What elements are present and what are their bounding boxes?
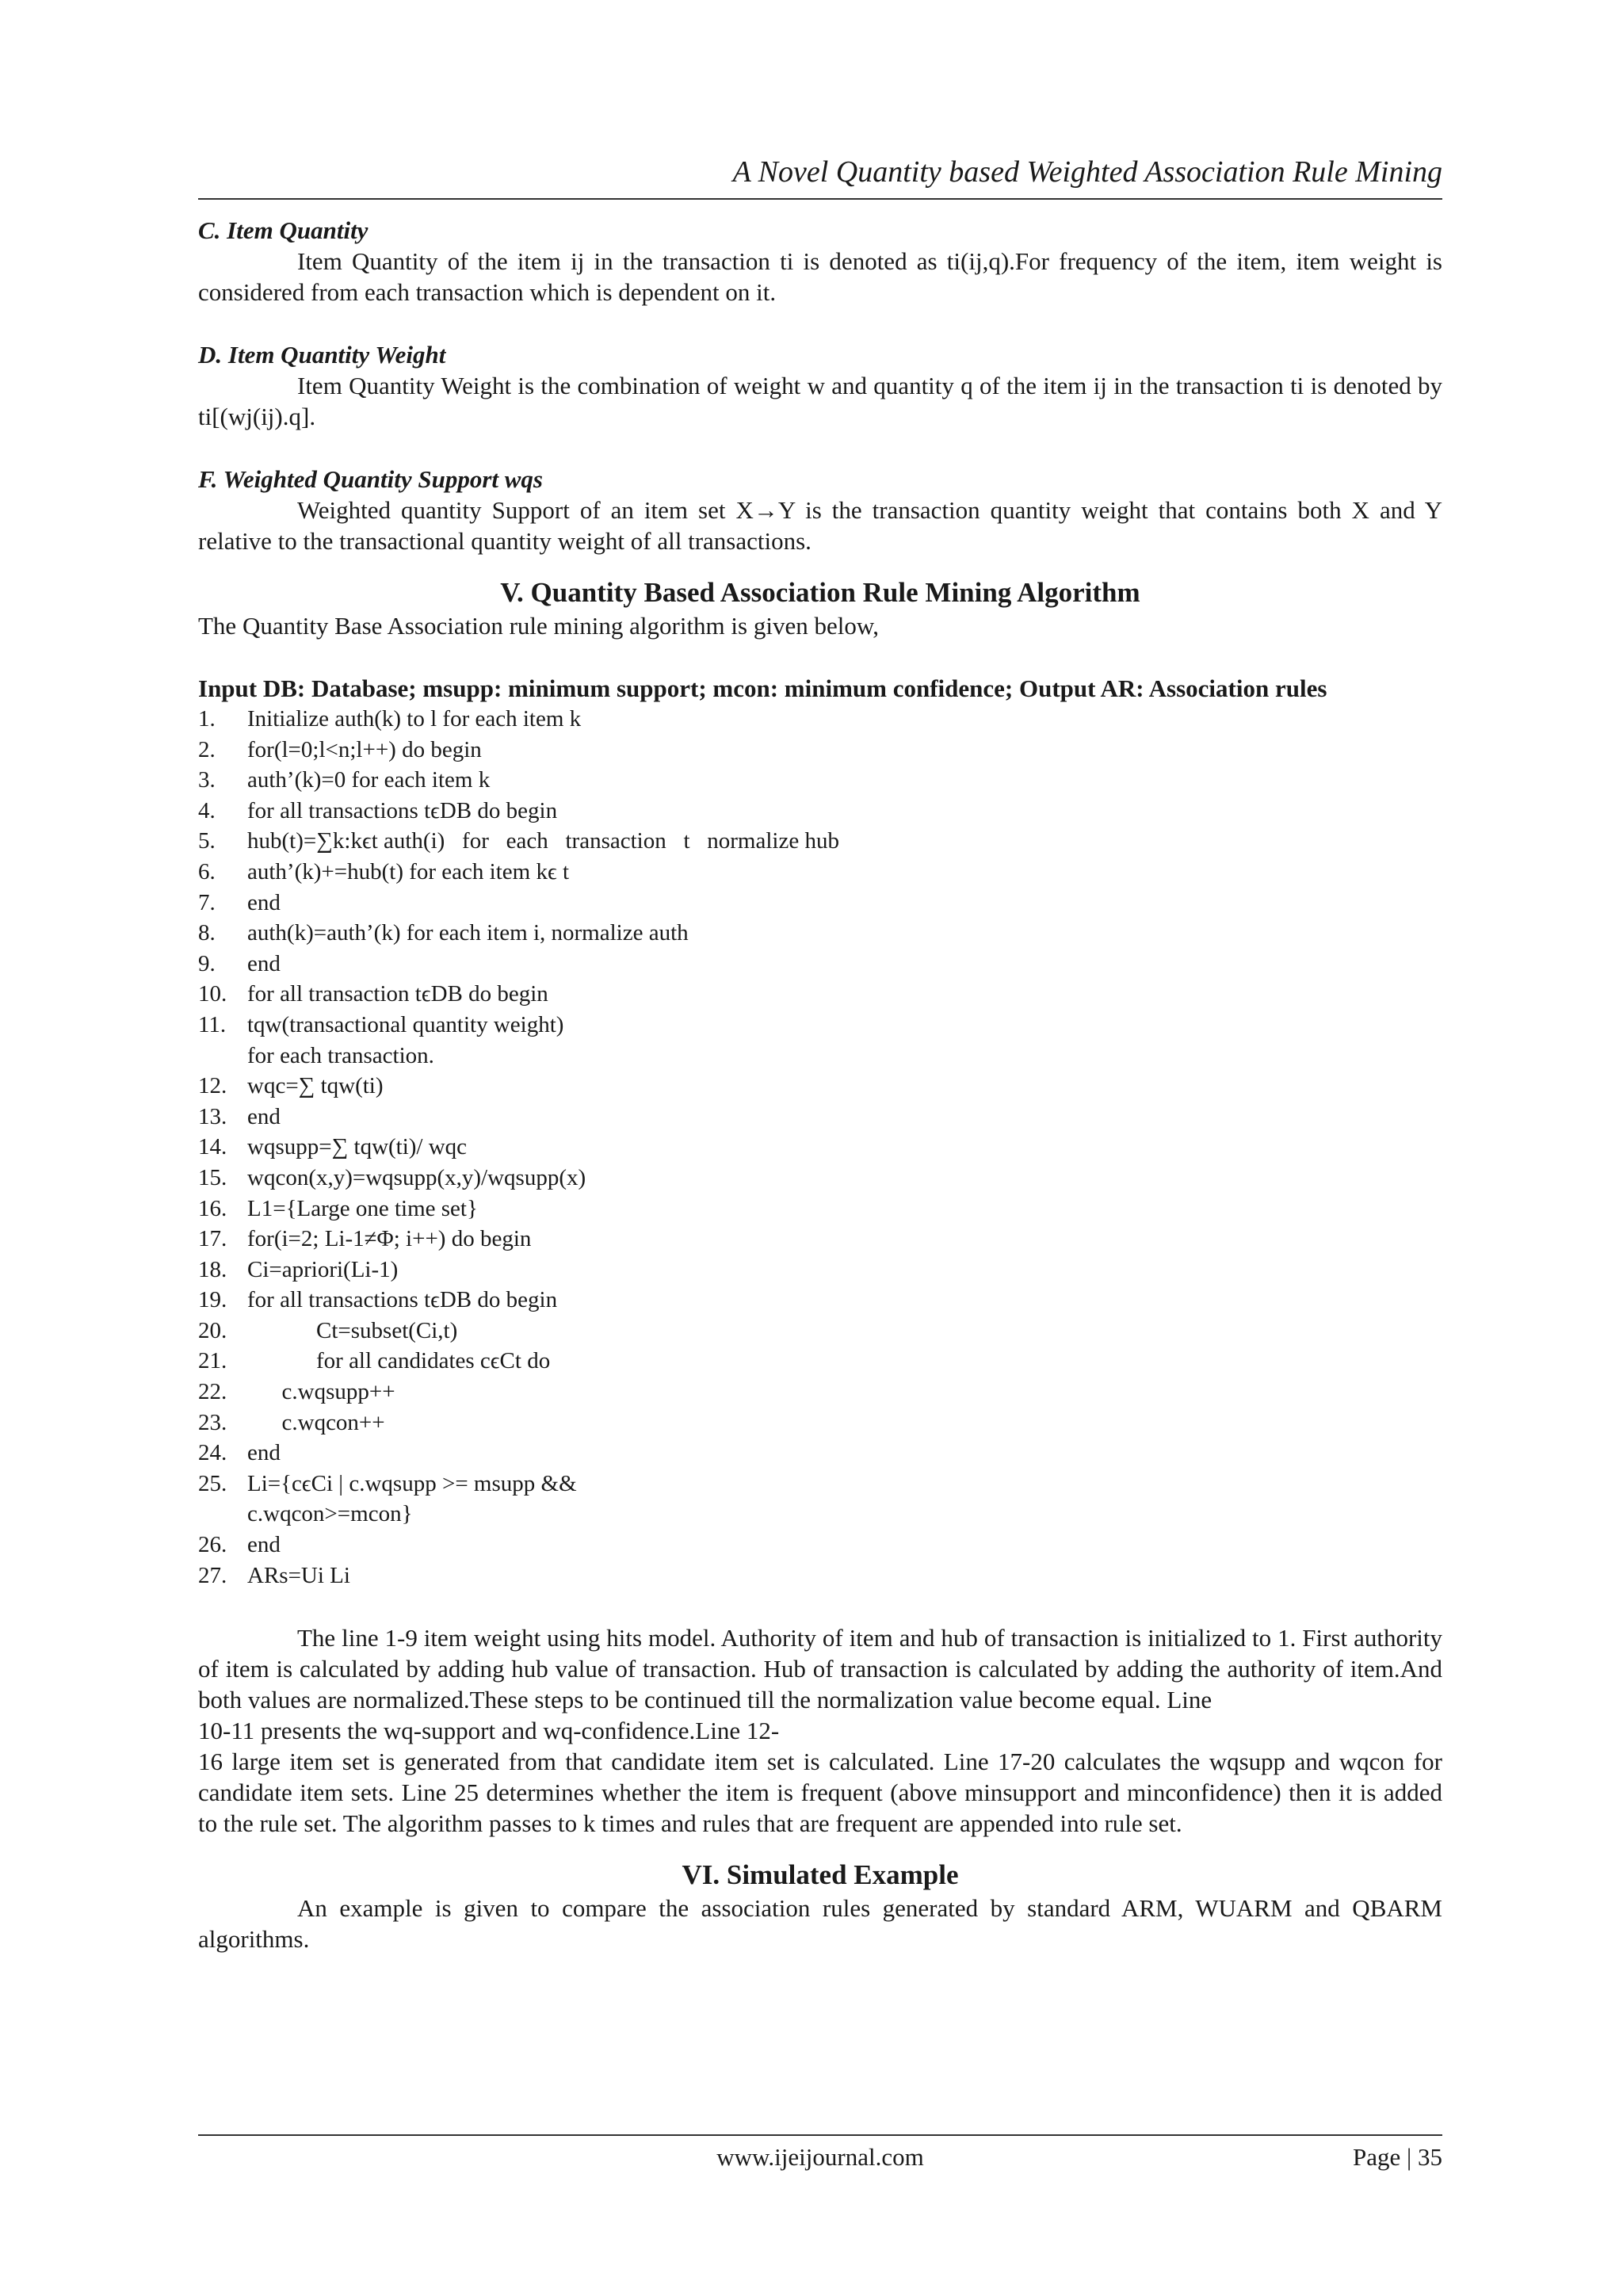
line-number: 7. xyxy=(198,889,216,915)
section-heading: F. Weighted Quantity Support wqs xyxy=(198,465,543,493)
line-number: 20. xyxy=(198,1317,227,1343)
algorithm-line xyxy=(198,1041,1442,1072)
algorithm-line xyxy=(198,1071,1442,1102)
paragraph: Item Quantity of the item ij in the transaction ti is denoted as ti(ij,q).For frequency of the item, item weight is considered from each transaction which is dependent on it. xyxy=(198,247,1442,306)
line-code: for(i=2; Li-1≠Φ; i++) do begin xyxy=(247,1226,532,1252)
section-title: VI. Simulated Example xyxy=(682,1859,959,1891)
algorithm-line xyxy=(198,1499,1442,1530)
algorithm-line xyxy=(198,1102,1442,1133)
line-code: for all candidates cϵCt do xyxy=(247,1348,551,1374)
line-number: 22. xyxy=(198,1379,227,1405)
algorithm-line xyxy=(198,1316,1442,1347)
paragraph: 16 large item set is generated from that candidate item set is calculated. Line 17-20 calculates the wqsupp and wqcon for candidate item sets. Line 25 determines whether the item is frequent (above minsupport and minconfidence) then it is added to the rule set. The algorithm passes to k times and rules that are frequent are appended into rule set. xyxy=(198,1748,1442,1838)
journal-url: www.ijeijournal.com xyxy=(716,2143,924,2171)
algorithm-line xyxy=(198,1530,1442,1561)
line-number: 1. xyxy=(198,706,216,732)
page-number: Page | 35 xyxy=(1353,2143,1442,2171)
line-code: wqcon(x,y)=wqsupp(x,y)/wqsupp(x) xyxy=(247,1164,586,1190)
line-code: end xyxy=(247,1440,281,1466)
algorithm-line xyxy=(198,1469,1442,1499)
algorithm-line xyxy=(198,1408,1442,1438)
algorithm-line xyxy=(198,1346,1442,1377)
line-code: for each transaction. xyxy=(247,1042,434,1068)
line-code: Li={cϵCi | c.wqsupp >= msupp && xyxy=(247,1470,577,1496)
line-number xyxy=(198,1499,247,1530)
line-number: 11. xyxy=(198,1011,227,1037)
line-number: 19. xyxy=(198,1287,227,1313)
line-code: end xyxy=(247,950,281,976)
line-number: 25. xyxy=(198,1470,227,1496)
paper-page xyxy=(198,0,1442,2296)
algorithm-line xyxy=(198,1561,1442,1591)
algorithm-line xyxy=(198,1285,1442,1316)
line-code: for all transactions tϵDB do begin xyxy=(247,1287,558,1313)
line-code: c.wqcon>=mcon} xyxy=(247,1501,413,1527)
algorithm-line xyxy=(198,918,1442,949)
algorithm-line xyxy=(198,888,1442,919)
line-code: for all transactions tϵDB do begin xyxy=(247,797,558,823)
algorithm-line xyxy=(198,1224,1442,1255)
algorithm-line xyxy=(198,796,1442,827)
algorithm-line xyxy=(198,765,1442,796)
line-number: 10. xyxy=(198,981,227,1007)
line-number: 17. xyxy=(198,1226,227,1252)
line-number: 16. xyxy=(198,1195,227,1221)
page-body xyxy=(198,215,1442,1954)
section-heading: D. Item Quantity Weight xyxy=(198,341,446,369)
line-number: 26. xyxy=(198,1532,227,1558)
line-number: 12. xyxy=(198,1073,227,1099)
line-code: end xyxy=(247,1103,281,1129)
line-code: c.wqcon++ xyxy=(247,1409,385,1435)
line-code: wqc=∑ tqw(ti) xyxy=(247,1073,384,1099)
running-header: A Novel Quantity based Weighted Association Rule Mining xyxy=(732,155,1442,189)
section-heading: C. Item Quantity xyxy=(198,216,369,244)
algorithm-line xyxy=(198,704,1442,735)
algorithm-line xyxy=(198,1010,1442,1041)
line-number: 3. xyxy=(198,767,216,793)
line-number: 27. xyxy=(198,1562,227,1588)
line-code: Ci=apriori(Li-1) xyxy=(247,1256,399,1282)
algorithm-line xyxy=(198,1163,1442,1194)
section-title: V. Quantity Based Association Rule Mining Algorithm xyxy=(500,577,1140,608)
line-code: ARs=Ui Li xyxy=(247,1562,350,1588)
line-number: 9. xyxy=(198,950,216,976)
paragraph: An example is given to compare the association rules generated by standard ARM, WUARM and QBARM algorithms. xyxy=(198,1894,1442,1954)
line-number: 8. xyxy=(198,920,216,946)
algorithm-line xyxy=(198,826,1442,857)
algorithm-line xyxy=(198,949,1442,980)
line-code: end xyxy=(247,889,281,915)
algorithm-line xyxy=(198,735,1442,766)
algorithm-line xyxy=(198,979,1442,1010)
line-code: tqw(transactional quantity weight) xyxy=(247,1011,564,1037)
line-code: auth’(k)=0 for each item k xyxy=(247,767,491,793)
algorithm-line xyxy=(198,1194,1442,1224)
algorithm-listing xyxy=(198,704,1442,1591)
algorithm-io: Input DB: Database; msupp: minimum support; mcon: minimum confidence; Output AR: Association rules xyxy=(198,674,1327,702)
line-code: Initialize auth(k) to l for each item k xyxy=(247,706,582,732)
line-number: 5. xyxy=(198,828,216,854)
line-number: 6. xyxy=(198,858,216,884)
paragraph: The Quantity Base Association rule mining algorithm is given below, xyxy=(198,612,879,640)
line-number: 24. xyxy=(198,1440,227,1466)
header-rule xyxy=(198,198,1442,200)
paragraph: Weighted quantity Support of an item set X→Y is the transaction quantity weight that contains both X and Y relative to the transactional quantity weight of all transactions. xyxy=(198,496,1442,555)
line-code: for(l=0;l<n;l++) do begin xyxy=(247,736,482,762)
paragraph: 10-11 presents the wq-support and wq-confidence.Line 12- xyxy=(198,1717,780,1745)
line-code: hub(t)=∑k:kϵt auth(i) for each transaction t normalize hub xyxy=(247,828,839,854)
line-code: Ct=subset(Ci,t) xyxy=(247,1317,458,1343)
algorithm-line xyxy=(198,1377,1442,1408)
paragraph: Item Quantity Weight is the combination of weight w and quantity q of the item ij in the transaction ti is denoted by ti[(wj(ij).q]. xyxy=(198,372,1442,430)
line-code: auth(k)=auth’(k) for each item i, normalize auth xyxy=(247,920,689,946)
line-number: 15. xyxy=(198,1164,227,1190)
line-code: wqsupp=∑ tqw(ti)/ wqc xyxy=(247,1134,468,1160)
line-number: 14. xyxy=(198,1134,227,1160)
algorithm-line xyxy=(198,857,1442,888)
line-number: 4. xyxy=(198,797,216,823)
line-code: for all transaction tϵDB do begin xyxy=(247,981,548,1007)
line-number: 18. xyxy=(198,1256,227,1282)
line-code: c.wqsupp++ xyxy=(247,1379,395,1405)
paragraph: The line 1-9 item weight using hits model. Authority of item and hub of transaction is initialized to 1. First authority of item is calculated by adding hub value of transaction. Hub of transaction is calculated by adding the authority of item.And both values are normalized.These steps to be continued till the normalization value become equal. Line xyxy=(198,1624,1442,1714)
line-number: 13. xyxy=(198,1103,227,1129)
line-number: 23. xyxy=(198,1409,227,1435)
line-number: 2. xyxy=(198,736,216,762)
footer-rule xyxy=(198,2134,1442,2136)
line-number: 21. xyxy=(198,1348,227,1374)
algorithm-line xyxy=(198,1255,1442,1286)
line-number xyxy=(198,1041,247,1072)
line-code: auth’(k)+=hub(t) for each item kϵ t xyxy=(247,858,569,884)
line-code: L1={Large one time set} xyxy=(247,1195,478,1221)
algorithm-line xyxy=(198,1132,1442,1163)
algorithm-line xyxy=(198,1438,1442,1469)
line-code: end xyxy=(247,1532,281,1558)
